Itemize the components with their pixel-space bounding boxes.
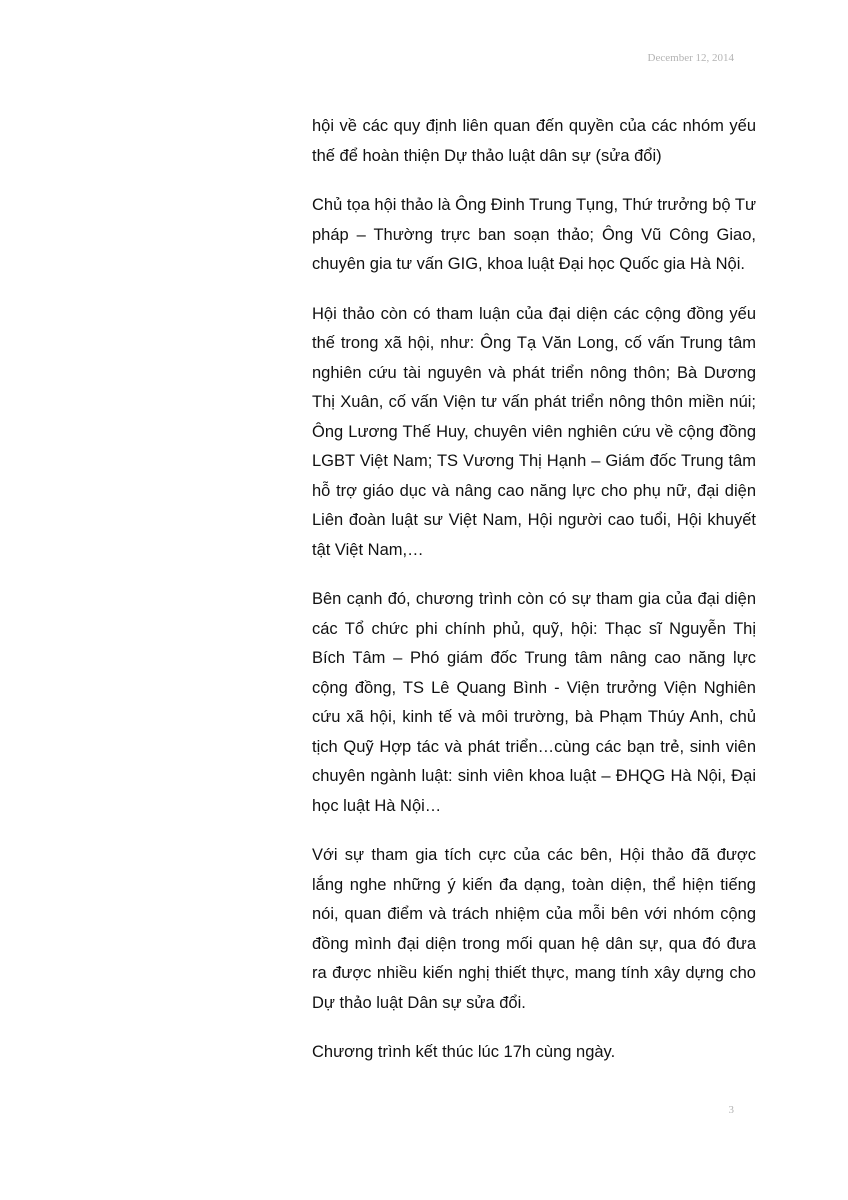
paragraph: Hội thảo còn có tham luận của đại diện các cộng đồng yếu thế trong xã hội, như: Ông Tạ Văn Long, cố vấn Trung tâm nghiên cứu tài nguyên và phát triển nông thôn; Bà Dương Thị Xuân, cố vấn Viện tư vấn phát triển nông thôn miền núi; Ông Lương Thế Huy, chuyên viên nghiên cứu về cộng đồng LGBT Việt Nam; TS Vương Thị Hạnh – Giám đốc Trung tâm hỗ trợ giáo dục và nâng cao năng lực cho phụ nữ, đại diện Liên đoàn luật sư Việt Nam, Hội người cao tuổi, Hội khuyết tật Việt Nam,… xyxy=(312,304,756,559)
header-date: December 12, 2014 xyxy=(647,52,734,64)
page-number: 3 xyxy=(728,1104,734,1116)
paragraph: Với sự tham gia tích cực của các bên, Hội thảo đã được lắng nghe những ý kiến đa dạng, toàn diện, thể hiện tiếng nói, quan điểm và trách nhiệm của mỗi bên với nhóm cộng đồng mình đại diện trong mối quan hệ dân sự, qua đó đưa ra được nhiều kiến nghị thiết thực, mang tính xây dựng cho Dự thảo luật Dân sự sửa đổi. xyxy=(312,846,756,1012)
document-body xyxy=(312,112,756,1068)
paragraph: Chủ tọa hội thảo là Ông Đinh Trung Tụng, Thứ trưởng bộ Tư pháp – Thường trực ban soạn thảo; Ông Vũ Công Giao, chuyên gia tư vấn GIG, khoa luật Đại học Quốc gia Hà Nội. xyxy=(312,196,756,273)
paragraph: hội về các quy định liên quan đến quyền của các nhóm yếu thế để hoàn thiện Dự thảo luật dân sự (sửa đổi) xyxy=(312,117,756,165)
paragraph: Chương trình kết thúc lúc 17h cùng ngày. xyxy=(312,1043,616,1061)
paragraph: Bên cạnh đó, chương trình còn có sự tham gia của đại diện các Tổ chức phi chính phủ, quỹ, hội: Thạc sĩ Nguyễn Thị Bích Tâm – Phó giám đốc Trung tâm nâng cao năng lực cộng đồng, TS Lê Quang Bình - Viện trưởng Viện Nghiên cứu xã hội, kinh tế và môi trường, bà Phạm Thúy Anh, chủ tịch Quỹ Hợp tác và phát triển…cùng các bạn trẻ, sinh viên chuyên ngành luật: sinh viên khoa luật – ĐHQG Hà Nội, Đại học luật Hà Nội… xyxy=(312,590,756,815)
